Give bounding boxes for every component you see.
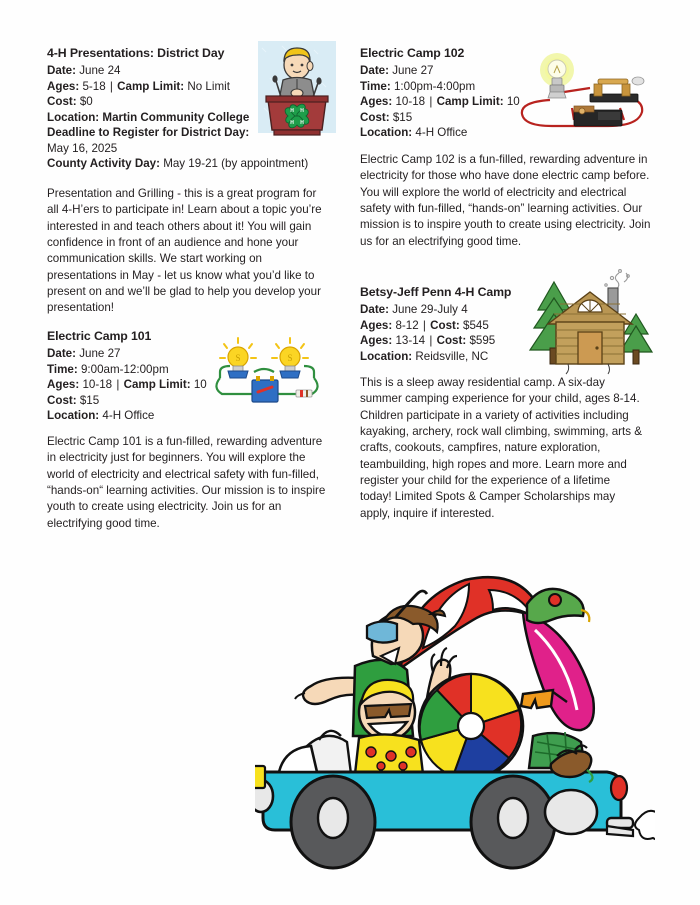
lightbulb-icon-2 <box>272 338 308 378</box>
fact-key: Ages: <box>360 334 393 348</box>
fact-value: 13-14 <box>395 334 426 348</box>
four-h-clover-icon <box>285 104 309 128</box>
fact-value-2: 10 <box>506 95 520 109</box>
section-paragraph: Electric Camp 102 is a fun-filled, rewarding adventure in electricity for those who have done electric camp before. You will explore the world of electricity and electrical safety with fun-filled, “hands-on” learning activities. Our mission is to inspire youth to create using electricity. Join us for an electrifying good time. <box>360 153 651 248</box>
paragraph-betsy-jeff-penn-camp <box>360 375 642 522</box>
paragraph-district-day <box>47 186 324 317</box>
svg-text:H: H <box>300 108 304 114</box>
fact-separator: | <box>109 79 113 93</box>
section-paragraph: Electric Camp 101 is a fun-filled, rewarding adventure in electricity just for beginners. You will explore the world of electricity and electrical safety with fun-filled, “hands-on“ learning activities. Our mission is to inspire youth to create using electricity. Join us for an electrifying good time. <box>47 435 326 530</box>
fact-value-2: 10 <box>193 378 207 392</box>
section-title: Betsy-Jeff Penn 4-H Camp <box>360 285 512 299</box>
fact-key: Ages: <box>47 79 80 93</box>
fact-value: June 27 <box>79 347 121 361</box>
section-title: Electric Camp 101 <box>47 329 152 343</box>
fact-value: 10-18 <box>82 378 113 392</box>
fact-key: Ages: <box>47 378 80 392</box>
fact-value: Reidsville, NC <box>415 349 489 363</box>
fact-key: Cost: <box>47 393 77 407</box>
fact-key: Ages: <box>360 318 393 332</box>
fact-value: 10-18 <box>395 95 426 109</box>
fact-key: Location: <box>360 126 413 140</box>
svg-text:H: H <box>300 120 304 126</box>
fact-key: Date: <box>47 347 76 361</box>
fact-value: 4-H Office <box>415 126 468 140</box>
fact-value: May 19-21 (by appointment) <box>163 157 309 171</box>
fact-deadline-date <box>47 141 297 156</box>
fact-key-2: Camp Limit: <box>117 79 185 93</box>
fact-separator: | <box>422 318 426 332</box>
fact-key: County Activity Day: <box>47 157 160 171</box>
fact-value: $15 <box>79 393 100 407</box>
section-paragraph: This is a sleep away residential camp. A six-day summer camping experience for your child, ages 8-14. Children participate in a variety of activities including kayaking, archery, rock wall climbing, swimming, arts & crafts, cookouts, campfires, nature exploration, teambuilding, high ropes and more. Learn more and register your child for the experience of a lifetime today! Limited Spots & Camper Scholarships may apply, inquire if interested. <box>360 376 642 520</box>
fact-key-2: Camp Limit: <box>436 95 504 109</box>
paragraph-electric-camp-101 <box>47 434 334 532</box>
svg-text:H: H <box>290 108 294 114</box>
fact-key: Location: <box>47 409 100 423</box>
fact-separator: | <box>429 334 433 348</box>
fact-value-2: $545 <box>463 318 489 332</box>
fact-value: 8-12 <box>395 318 419 332</box>
fact-location <box>47 408 247 423</box>
fact-key: Deadline to Register for District Day: <box>47 126 250 140</box>
surfboard-icon <box>523 612 594 730</box>
fact-separator: | <box>429 95 433 109</box>
lightbulb-icon <box>220 338 256 378</box>
fact-key: Time: <box>47 362 78 376</box>
resistor-icon <box>296 390 312 397</box>
beach-ball-icon <box>419 674 523 778</box>
green-cap-icon <box>527 589 589 623</box>
fact-value: Martin Community College <box>102 110 250 124</box>
fact-key: Location: <box>360 349 413 363</box>
fact-value: June 27 <box>392 64 434 78</box>
fact-value-2: $595 <box>469 334 496 348</box>
fact-value: 4-H Office <box>102 409 155 423</box>
fact-key: Cost: <box>47 95 77 109</box>
section-title: Electric Camp 102 <box>360 46 465 60</box>
beach-trip-illustration <box>255 560 655 870</box>
bulb-circuit-illustration <box>208 336 328 410</box>
fact-value: 1:00pm-4:00pm <box>393 79 476 93</box>
fact-key: Ages: <box>360 95 393 109</box>
chimney-smoke-icon <box>605 270 630 290</box>
fact-value: June 29-July 4 <box>392 303 468 317</box>
exhaust-puffs-icon <box>635 811 655 840</box>
fact-separator: | <box>116 378 120 392</box>
paragraph-electric-camp-102 <box>360 152 656 250</box>
svg-text:H: H <box>290 120 294 126</box>
fact-value: May 16, 2025 <box>47 141 118 155</box>
fact-key: Time: <box>360 79 391 93</box>
fact-key-2: Camp Limit: <box>123 378 191 392</box>
section-paragraph: Presentation and Grilling - this is a great program for all 4-H’ers to participate in! Learn about a topic you’re interested in and teach others about it! You will gain confidence in front of an audience and hone your communication skills. We start working on presentations in May - let us know what you’d like to present on and we’ll be glad to help you develop your presentation! <box>47 187 322 315</box>
podium-speaker-4h-clover-image <box>252 38 342 138</box>
svg-text:S: S <box>235 353 241 363</box>
section-title: 4-H Presentations: District Day <box>47 46 225 60</box>
fact-key: Location: <box>47 110 100 124</box>
two-lightbulbs-battery-circuit-image <box>208 336 328 410</box>
fact-value: $0 <box>79 95 93 109</box>
fact-key-2: Cost: <box>430 318 460 332</box>
fact-value: 9:00am-12:00pm <box>80 362 169 376</box>
fact-value-2: No Limit <box>187 79 230 93</box>
cartoon-convertible-beach-trip-image <box>255 560 655 870</box>
svg-text:S: S <box>287 353 293 363</box>
battery-pack-icon <box>574 106 622 126</box>
fact-county-activity-day <box>47 156 309 171</box>
fact-value: June 24 <box>79 64 121 78</box>
fact-value: 5-18 <box>82 79 106 93</box>
fact-key-2: Cost: <box>436 334 467 348</box>
bulb-switch-battery-circuit-image <box>512 48 657 133</box>
log-cabin-pine-trees-image <box>524 258 664 376</box>
fact-key: Date: <box>360 64 389 78</box>
fact-key: Date: <box>47 64 76 78</box>
fact-key: Cost: <box>360 110 390 124</box>
fact-key: Date: <box>360 303 389 317</box>
knife-switch-icon <box>590 77 644 102</box>
circuit-photo-illustration <box>512 48 657 133</box>
battery-icon <box>252 376 278 402</box>
cabin-illustration <box>524 258 664 376</box>
podium-speaker-illustration <box>252 38 342 138</box>
fact-value: $15 <box>392 110 413 124</box>
